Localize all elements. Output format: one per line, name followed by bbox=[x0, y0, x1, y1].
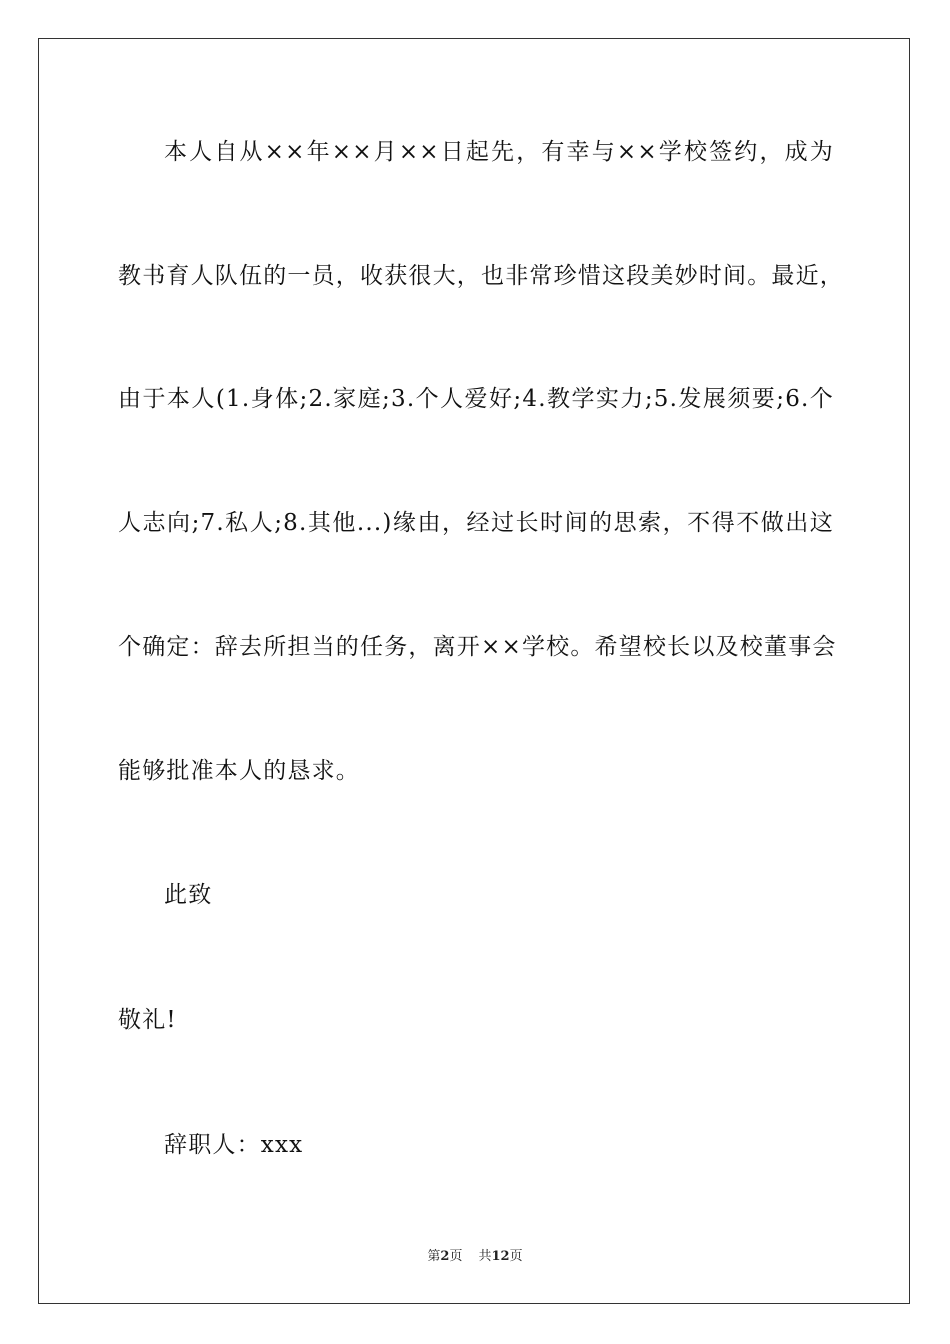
page-unit: 页 bbox=[449, 1249, 463, 1264]
page-frame bbox=[38, 38, 910, 1304]
total-prefix: 共 bbox=[478, 1249, 492, 1264]
paragraph-line-6: 能够批准本人的恳求。 bbox=[118, 758, 360, 784]
signature-text: 辞职人：xxx bbox=[164, 1132, 304, 1158]
paragraph-line-3: 由于本人(1.身体;2.家庭;3.个人爱好;4.教学实力;5.发展须要;6.个 bbox=[118, 386, 834, 412]
page-prefix: 第 bbox=[427, 1249, 441, 1264]
page-current: 2 bbox=[440, 1249, 450, 1264]
salutation-text: 敬礼! bbox=[118, 1007, 177, 1033]
page-footer bbox=[0, 1248, 950, 1266]
total-unit: 页 bbox=[509, 1249, 523, 1264]
page-total: 12 bbox=[491, 1249, 510, 1264]
paragraph-line-5: 个确定：辞去所担当的任务，离开××学校。希望校长以及校董事会 bbox=[118, 634, 837, 660]
paragraph-line-4: 人志向;7.私人;8.其他...)缘由，经过长时间的思索，不得不做出这 bbox=[118, 510, 834, 536]
paragraph-line-2: 教书育人队伍的一员，收获很大，也非常珍惜这段美妙时间。最近， bbox=[118, 263, 844, 289]
paragraph-line-1: 本人自从××年××月××日起先，有幸与××学校签约，成为 bbox=[164, 139, 834, 165]
closing-text: 此致 bbox=[164, 882, 213, 908]
